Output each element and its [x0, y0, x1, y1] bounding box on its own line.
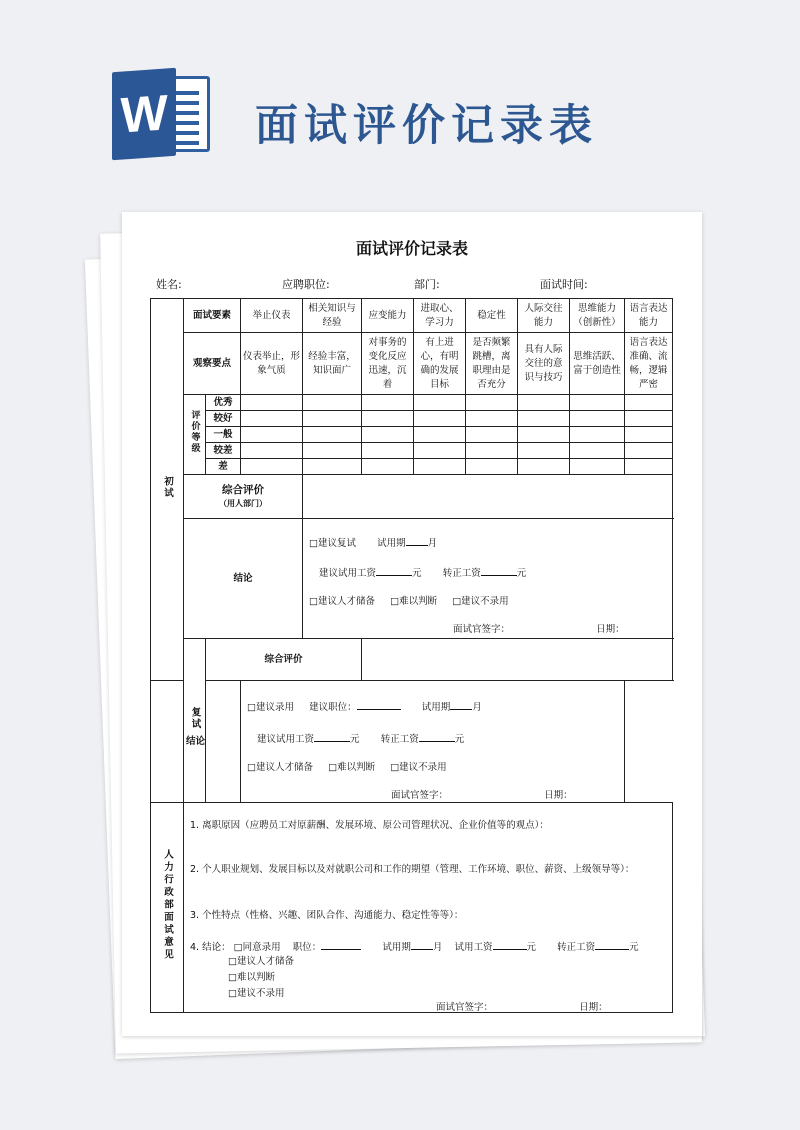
- meta-time: 面试时间:: [540, 278, 588, 291]
- not-hire-checkbox[interactable]: □建议不录用: [452, 596, 509, 607]
- grade-box[interactable]: [466, 395, 518, 411]
- probation-field[interactable]: [450, 699, 472, 710]
- yuan-unit: 元: [454, 734, 465, 745]
- grade-box[interactable]: [466, 443, 518, 459]
- grade-box[interactable]: [362, 459, 414, 475]
- regular-salary-label: 转正工资: [380, 734, 419, 745]
- suggested-position-field[interactable]: [357, 699, 401, 710]
- yuan-unit: 元: [629, 942, 639, 953]
- hr-conclusion-label: 4. 结论：: [190, 942, 231, 953]
- regular-salary-field[interactable]: [481, 565, 517, 576]
- banner-title: 面试评价记录表: [255, 101, 598, 151]
- observe-cell: 有上进心，有明确的发展目标: [414, 333, 466, 395]
- grade-box[interactable]: [241, 443, 303, 459]
- grade-excellent: 优秀: [206, 395, 241, 411]
- yuan-unit: 元: [526, 942, 537, 953]
- grade-box[interactable]: [414, 395, 466, 411]
- grade-box[interactable]: [362, 411, 414, 427]
- observe-cell: 具有人际交往的意识与技巧: [518, 333, 570, 395]
- recommend-second-checkbox[interactable]: □建议复试: [309, 538, 356, 549]
- observe-cell: 经验丰富，知识面广: [303, 333, 362, 395]
- grade-box[interactable]: [466, 459, 518, 475]
- grade-box[interactable]: [303, 459, 362, 475]
- grade-box[interactable]: [570, 411, 625, 427]
- trial-salary-label: 建议试用工资: [319, 568, 377, 579]
- hr-section: 人力行政部面试意见: [151, 803, 184, 1013]
- grade-box[interactable]: [570, 395, 625, 411]
- grade-good: 较好: [206, 411, 241, 427]
- observe-label: 观察要点: [184, 333, 241, 395]
- observe-cell: 语言表达准确、流畅，逻辑严密: [625, 333, 673, 395]
- trial-salary-field[interactable]: [376, 565, 412, 576]
- talent-reserve-checkbox[interactable]: □建议人才储备: [228, 956, 294, 967]
- hard-to-judge-checkbox[interactable]: □难以判断: [328, 762, 376, 773]
- grade-box[interactable]: [241, 395, 303, 411]
- probation-label: 试用期: [377, 538, 406, 549]
- probation-field[interactable]: [411, 939, 433, 950]
- date-field[interactable]: 日期：: [544, 790, 573, 801]
- probation-label: 试用期: [382, 942, 411, 953]
- factor-cell: 应变能力: [362, 299, 414, 333]
- trial-salary-field[interactable]: [314, 731, 350, 742]
- grade-box[interactable]: [414, 427, 466, 443]
- factor-cell: 语言表达能力: [625, 299, 673, 333]
- interviewer-signature[interactable]: 面试官签字：: [453, 624, 511, 635]
- grade-box[interactable]: [303, 443, 362, 459]
- grade-label: 评价等级: [184, 395, 206, 475]
- grade-box[interactable]: [518, 411, 570, 427]
- yuan-unit: 元: [412, 568, 422, 579]
- factor-cell: 思维能力（创新性）: [570, 299, 625, 333]
- observe-cell: 思维活跃、富于创造性: [570, 333, 625, 395]
- overall-eval-label: 综合评价: [206, 639, 362, 681]
- factor-cell: 举止仪表: [241, 299, 303, 333]
- trial-salary-label: 试用工资: [454, 942, 493, 953]
- interviewer-signature[interactable]: 面试官签字：: [391, 790, 449, 801]
- grade-box[interactable]: [570, 459, 625, 475]
- grade-box[interactable]: [303, 395, 362, 411]
- hard-to-judge-checkbox[interactable]: □难以判断: [228, 972, 275, 983]
- word-logo-icon: [112, 70, 214, 158]
- hr-question-1: 1. 离职原因（应聘员工对原薪酬、发展环境、原公司管理状况、企业价值等的观点）：: [190, 820, 549, 831]
- second-round-section: 复试: [184, 639, 206, 803]
- trial-salary-field[interactable]: [493, 939, 527, 950]
- grade-box[interactable]: [518, 427, 570, 443]
- yuan-unit: 元: [516, 568, 527, 579]
- overall-eval-input[interactable]: [303, 475, 673, 519]
- hr-question-2: 2. 个人职业规划、发展目标以及对就职公司和工作的期望（管理、工作环境、职位、薪资、上级领导等）：: [190, 864, 635, 875]
- trial-salary-label: 建议试用工资: [257, 734, 315, 745]
- grade-box[interactable]: [241, 459, 303, 475]
- yuan-unit: 元: [350, 734, 360, 745]
- factor-cell: 人际交往能力: [518, 299, 570, 333]
- hr-opinion-box: [184, 803, 673, 1013]
- overall-eval-input[interactable]: [362, 639, 673, 681]
- grade-box[interactable]: [414, 443, 466, 459]
- grade-box[interactable]: [414, 459, 466, 475]
- grade-box[interactable]: [625, 443, 673, 459]
- talent-reserve-checkbox[interactable]: □建议人才储备: [309, 596, 375, 607]
- grade-box[interactable]: [466, 427, 518, 443]
- grade-box[interactable]: [518, 443, 570, 459]
- grade-box[interactable]: [303, 411, 362, 427]
- grade-average: 一般: [206, 427, 241, 443]
- first-round-section: 初试: [151, 299, 184, 681]
- grade-box[interactable]: [518, 395, 570, 411]
- hard-to-judge-checkbox[interactable]: □难以判断: [390, 596, 438, 607]
- grade-box[interactable]: [303, 427, 362, 443]
- grade-box[interactable]: [362, 395, 414, 411]
- regular-salary-field[interactable]: [419, 731, 455, 742]
- position-label: 职位：: [292, 942, 322, 953]
- grade-box[interactable]: [625, 427, 673, 443]
- meta-position: 应聘职位:: [282, 278, 330, 291]
- grade-box[interactable]: [625, 395, 673, 411]
- grade-box[interactable]: [518, 459, 570, 475]
- grade-fair: 较差: [206, 443, 241, 459]
- grade-poor: 差: [206, 459, 241, 475]
- grade-box[interactable]: [241, 411, 303, 427]
- agree-hire-checkbox[interactable]: □同意录用: [233, 942, 281, 953]
- interviewer-signature[interactable]: 面试官签字：: [436, 1002, 494, 1013]
- overall-eval-label: 综合评价 （用人部门）: [184, 475, 303, 519]
- month-unit: 月: [427, 538, 438, 549]
- regular-salary-label: 转正工资: [442, 568, 481, 579]
- conclusion-label: 结论: [151, 681, 241, 803]
- factor-cell: 稳定性: [466, 299, 518, 333]
- form-sheet: [122, 212, 702, 1036]
- meta-name: 姓名:: [156, 278, 182, 291]
- month-unit: 月: [432, 942, 443, 953]
- recommend-hire-checkbox[interactable]: □建议录用: [247, 702, 294, 713]
- factor-cell: 相关知识与经验: [303, 299, 362, 333]
- form-title: 面试评价记录表: [355, 239, 468, 258]
- conclusion-box: [241, 681, 625, 803]
- position-field[interactable]: [321, 939, 361, 950]
- hr-question-3: 3. 个性特点（性格、兴趣、团队合作、沟通能力、稳定性等等）：: [190, 910, 464, 921]
- regular-salary-label: 转正工资: [557, 942, 596, 953]
- observe-cell: 仪表举止，形象气质: [241, 333, 303, 395]
- grade-box[interactable]: [241, 427, 303, 443]
- suggested-position-label: 建议职位：: [309, 702, 357, 713]
- grade-box[interactable]: [625, 459, 673, 475]
- regular-salary-field[interactable]: [595, 939, 629, 950]
- grade-box[interactable]: [570, 427, 625, 443]
- grade-box[interactable]: [362, 427, 414, 443]
- grade-box[interactable]: [625, 411, 673, 427]
- not-hire-checkbox[interactable]: □建议不录用: [390, 762, 447, 773]
- grade-box[interactable]: [362, 443, 414, 459]
- month-unit: 月: [472, 702, 482, 713]
- evaluation-table: [150, 298, 673, 1013]
- conclusion-box: [303, 519, 673, 639]
- observe-cell: 是否频繁跳槽，离职理由是否充分: [466, 333, 518, 395]
- grade-box[interactable]: [414, 411, 466, 427]
- factor-label: 面试要素: [184, 299, 241, 333]
- date-field[interactable]: 日期：: [596, 624, 625, 635]
- date-field[interactable]: 日期：: [579, 1002, 608, 1013]
- probation-label: 试用期: [421, 702, 451, 713]
- talent-reserve-checkbox[interactable]: □建议人才储备: [247, 762, 313, 773]
- observe-cell: 对事务的变化反应迅速，沉着: [362, 333, 414, 395]
- meta-department: 部门:: [414, 278, 440, 291]
- factor-cell: 进取心、学习力: [414, 299, 466, 333]
- probation-field[interactable]: [406, 535, 428, 546]
- grade-box[interactable]: [466, 411, 518, 427]
- logo-letter: W: [112, 68, 176, 160]
- not-hire-checkbox[interactable]: □建议不录用: [228, 988, 285, 999]
- conclusion-label: 结论: [184, 519, 303, 639]
- grade-box[interactable]: [570, 443, 625, 459]
